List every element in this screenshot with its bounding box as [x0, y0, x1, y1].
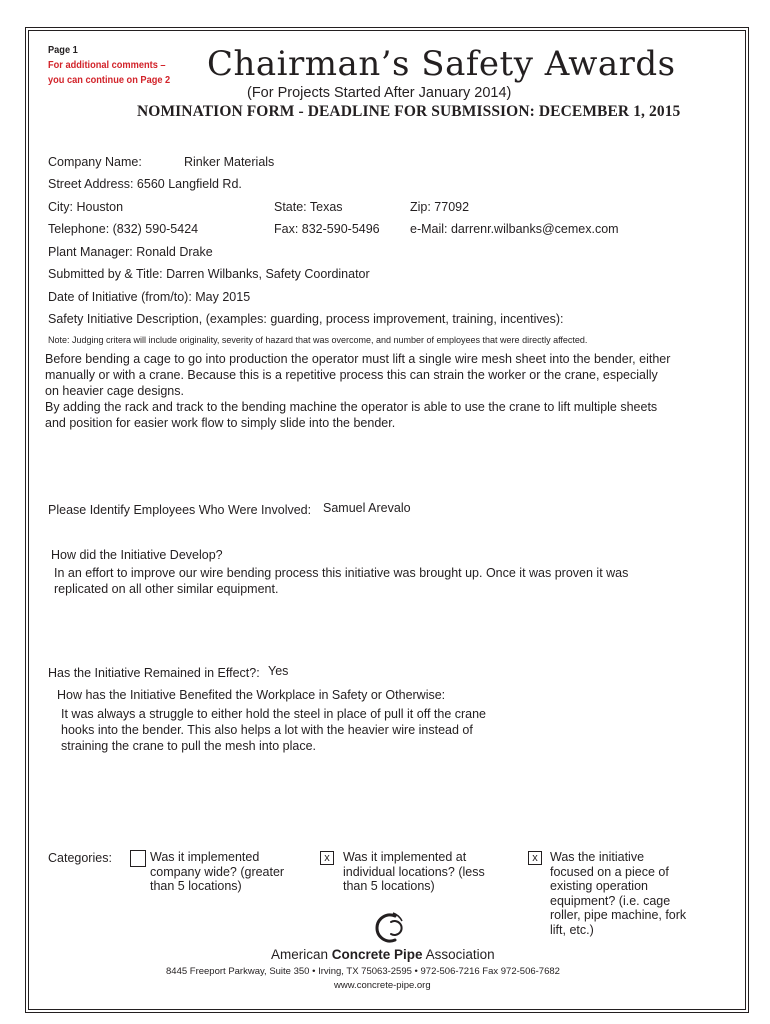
category-label-equipment: Was the initiative focused on a piece of existing operation equipment? (i.e. cage roller, pipe machine, fork lift, etc.): [550, 850, 687, 937]
telephone-field[interactable]: Telephone: (832) 590-5424: [48, 222, 199, 236]
page-title: Chairman’s Safety Awards: [207, 44, 676, 84]
develop-answer[interactable]: In an effort to improve our wire bending process this initiative was brought up. Once it was proven it was replicated on all other similar equipment.: [54, 566, 629, 596]
street-address[interactable]: Street Address: 6560 Langfield Rd.: [48, 177, 242, 191]
develop-label: How did the Initiative Develop?: [51, 548, 223, 562]
submitted-by-field[interactable]: Submitted by & Title: Darren Wilbanks, Safety Coordinator: [48, 267, 370, 281]
employees-label: Please Identify Employees Who Were Involved:: [48, 503, 312, 517]
association-name: American Concrete Pipe Association: [271, 947, 495, 962]
plant-manager-field[interactable]: Plant Manager: Ronald Drake: [48, 245, 213, 259]
association-website[interactable]: www.concrete-pipe.org: [334, 980, 431, 991]
category-checkbox-individual-locations[interactable]: x: [320, 851, 334, 865]
remained-value[interactable]: Yes: [268, 664, 289, 678]
benefit-label: How has the Initiative Benefited the Workplace in Safety or Otherwise:: [57, 688, 446, 702]
category-label-individual-locations: Was it implemented at individual locations? (less than 5 locations): [343, 850, 485, 893]
description-answer-p2[interactable]: By adding the rack and track to the bending machine the operator is able to use the crane to lift multiple sheets and position for easier work flow to simply slide into the bender.: [45, 400, 658, 430]
deadline-heading: NOMINATION FORM - DEADLINE FOR SUBMISSION: DECEMBER 1, 2015: [137, 103, 681, 120]
category-checkbox-equipment[interactable]: x: [528, 851, 542, 865]
employees-value[interactable]: Samuel Arevalo: [323, 501, 411, 515]
benefit-answer[interactable]: It was always a struggle to either hold the steel in place of pull it off the crane hooks into the bender. This also helps a lot with the heavier wire instead of straining the crane to pull the mesh into place.: [61, 707, 487, 753]
page-subtitle: (For Projects Started After January 2014): [247, 85, 512, 101]
state-field[interactable]: State: Texas: [274, 200, 343, 214]
date-initiative-field[interactable]: Date of Initiative (from/to): May 2015: [48, 290, 251, 304]
city-field[interactable]: City: Houston: [48, 200, 124, 214]
acpa-logo-icon: [369, 909, 407, 947]
remained-label: Has the Initiative Remained in Effect?:: [48, 666, 260, 680]
category-label-company-wide: Was it implemented company wide? (greater than 5 locations): [150, 850, 285, 893]
email-field[interactable]: e-Mail: darrenr.wilbanks@cemex.com: [410, 222, 619, 236]
comment-note-line1: For additional comments –: [48, 59, 166, 71]
association-address: 8445 Freeport Parkway, Suite 350 • Irving, TX 75063-2595 • 972-506-7216 Fax 972-506-7682: [166, 966, 560, 977]
description-answer-p1[interactable]: Before bending a cage to go into production the operator must lift a single wire mesh sheet into the bender, either manually or with a crane. Because this is a repetitive process this can strain the worker or the crane, especially on heavier cage designs.: [45, 352, 671, 398]
zip-field[interactable]: Zip: 77092: [410, 200, 470, 214]
comment-note-line2: you can continue on Page 2: [48, 74, 171, 86]
description-label: Safety Initiative Description, (examples: guarding, process improvement, training, incentives):: [48, 312, 564, 326]
page-label: Page 1: [48, 44, 78, 56]
fax-field[interactable]: Fax: 832-590-5496: [274, 222, 380, 236]
categories-label: Categories:: [48, 851, 112, 865]
company-label: Company Name:: [48, 155, 142, 169]
company-value[interactable]: Rinker Materials: [184, 155, 275, 169]
judging-note: Note: Judging critera will include originality, severity of hazard that was overcome, and number of employees that were directly affected.: [48, 335, 588, 345]
category-checkbox-company-wide[interactable]: [130, 850, 146, 867]
